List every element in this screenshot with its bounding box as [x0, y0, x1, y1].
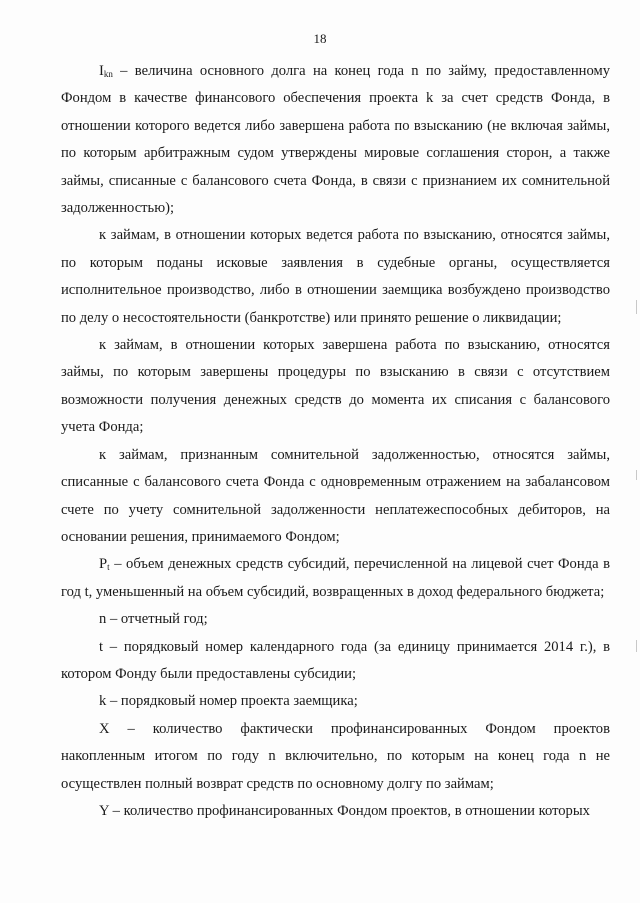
scan-edge-mark: [636, 640, 637, 652]
paragraph-y-definition: Y – количество профинансированных Фондом проектов, в отношении которых: [99, 802, 590, 819]
symbol-i-subscript: kn: [103, 69, 113, 79]
paragraph-n-definition: n – отчетный год;: [99, 611, 208, 628]
paragraph-pt-text: – объем денежных средств субсидий, перечисленной на лицевой счет Фонда в год t, уменьшенный на объем субсидий, возвращенных в доход федерального бюджета;: [61, 556, 610, 600]
scan-edge-mark: [636, 470, 637, 480]
scan-edge-mark: [636, 300, 637, 314]
paragraph-ikn-definition: [61, 58, 610, 222]
paragraph-t-definition: t – порядковый номер календарного года (за единицу принимается 2014 г.), в котором Фонду были предоставлены субсидии;: [61, 638, 610, 682]
symbol-p: P: [99, 556, 108, 573]
symbol-i: I: [99, 63, 104, 79]
paragraph-collection-completed: к займам, в отношении которых завершена работа по взысканию, относятся займы, по которым завершены процедуры по взысканию в связи с отсутствием возможности получения денежных средств до момента их списания с балансового учета Фонда;: [61, 337, 610, 436]
paragraph-doubtful-debt: к займам, признанным сомнительной задолженностью, относятся займы, списанные с балансового счета Фонда с одновременным отражением на забалансовом счете по учету сомнительной задолженности неплатежеспособных дебиторов, на основании решения, принимаемого Фондом;: [61, 446, 610, 545]
paragraph-ikn-text: – величина основного долга на конец года n по займу, предоставленному Фондом в качестве финансового обеспечения проекта k за счет средств Фонда, в отношении которого ведется либо завершена работа по взысканию (не включая займы, по которым арбитражным судом утверждены мировые соглашения сторон, а также займы, списанные с балансового счета Фонда, в связи с признанием их сомнительной задолженностью);: [61, 63, 610, 217]
document-body: [61, 58, 610, 825]
paragraph-pt-definition: [61, 551, 610, 606]
paragraph-k-definition: k – порядковый номер проекта заемщика;: [99, 693, 358, 710]
symbol-p-subscript: t: [107, 562, 110, 573]
page-number: 18: [313, 31, 327, 46]
paragraph-x-definition: X – количество фактически профинансированных Фондом проектов накопленным итогом по году n включительно, по которым на конец года n не осуществлен полный возврат средств по основному долгу по займам;: [61, 720, 610, 792]
paragraph-collection-ongoing: к займам, в отношении которых ведется работа по взысканию, относятся займы, по которым поданы исковые заявления в судебные органы, осуществляется исполнительное производство, либо в отношении заемщика возбуждено производство по делу о несостоятельности (банкротстве) или принято решение о ликвидации;: [61, 227, 610, 326]
